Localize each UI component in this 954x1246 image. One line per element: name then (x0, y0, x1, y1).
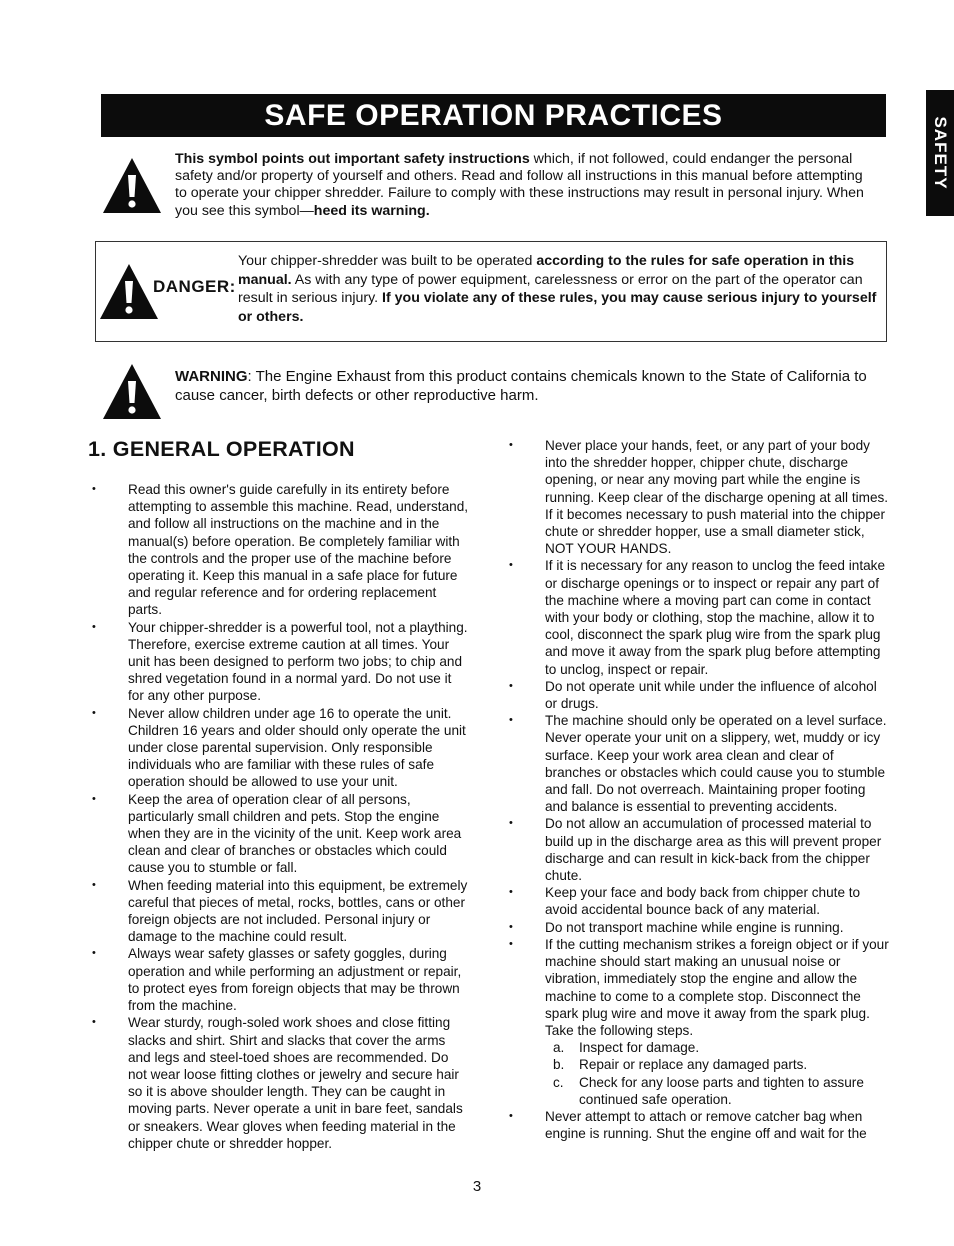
list-item: • Do not operate unit while under the influence of alcohol or drugs. (509, 678, 889, 712)
list-item: • Keep the area of operation clear of all persons, particularly small children and pets. Stop the engine when they are in the vicinity of the unit. Keep work area clean and clear of branches or obstacles which could cause you to stumble or fall. (92, 791, 470, 877)
warning-paragraph (175, 367, 895, 405)
danger-label: DANGER: (153, 277, 236, 296)
step-item (545, 1056, 889, 1073)
step-marker: c. (553, 1074, 564, 1090)
step-text: Check for any loose parts and tighten to assure continued safe operation. (579, 1074, 864, 1107)
intro-paragraph (175, 151, 875, 220)
step-marker: b. (553, 1057, 565, 1073)
side-tab-label: SAFETY (931, 116, 950, 190)
danger-alert-icon (98, 262, 160, 322)
intro-body: which, if not followed, could endanger the personal safety and/or property of yourself and others. Read and follow all instructions in this manual before attempting to operate your chipper shredder. Failure to comply with these instructions may result in personal injury. When you see this symbol— (175, 151, 864, 219)
safety-alert-icon (101, 155, 163, 217)
list-item: • The machine should only be operated on a level surface. Never operate your unit on a slippery, wet, muddy or icy surface. Keep your work area clean and clear of branches or obstacles which could cause you to stumble and fall. Do not overreach. Maintaining proper footing and balance is essential to preventing accidents. (509, 712, 889, 815)
danger-paragraph (238, 252, 883, 326)
list-item: • Do not allow an accumulation of processed material to build up in the discharge area as this will prevent proper discharge and can result in kick-back from the chipper chute. (509, 815, 889, 884)
list-item: • Read this owner's guide carefully in its entirety before attempting to assemble this machine. Read, understand, and follow all instructions on the machine and in the manual(s) before operation. Be completely familiar with the controls and the proper use of the machine before operating it. Keep this manual in a safe place for future and regular reference and for ordering replacement parts. (92, 481, 470, 619)
step-text: Inspect for damage. (579, 1040, 700, 1056)
list-item: • Never allow children under age 16 to operate the unit. Children 16 years and older should only operate the unit under close parental supervision. Only responsible individuals who are familiar with these rules of safe operation should be allowed to use your unit. (92, 705, 470, 791)
warning-body: : The Engine Exhaust from this product contains chemicals known to the State of California to cause cancer, birth defects or other reproductive harm. (175, 368, 867, 404)
danger-text-2: As with any type of power equipment, carelessness or error on the part of the operator can result in serious injury. (238, 271, 863, 306)
step-item (545, 1074, 889, 1108)
page-title (101, 94, 886, 137)
list-item: • Do not transport machine while engine is running. (509, 919, 889, 936)
list-item: • Keep your face and body back from chipper chute to avoid accidental bounce back of any material. (509, 884, 889, 918)
step-text: Repair or replace any damaged parts. (579, 1057, 808, 1073)
list-item (509, 936, 889, 1108)
danger-bold-1: according to the rules for safe operation in this manual. (238, 253, 855, 288)
list-item: • When feeding material into this equipment, be extremely careful that pieces of metal, rocks, bottles, cans or other foreign objects are not included. Personal injury or damage to the machine could result. (92, 877, 470, 946)
page-title-text: SAFE OPERATION PRACTICES (264, 98, 723, 132)
warning-label: WARNING (175, 368, 248, 385)
list-item-text: If the cutting mechanism strikes a foreign object or if your machine should start making an unusual noise or vibration, immediately stop the engine and allow the machine to come to a complete stop. Disconnect the spark plug wire and move it away from the spark plug. Take the following steps. (545, 936, 889, 1038)
left-column-list (92, 481, 470, 1152)
list-item: • Never place your hands, feet, or any part of your body into the shredder hopper, chipper chute, discharge opening, or near any moving part while the engine is running. Keep clear of the discharge opening at all times. If it becomes necessary to push material into the chipper chute or shredder hopper, use a small diameter stick, NOT YOUR HANDS. (509, 437, 889, 557)
list-item: • Wear sturdy, rough-soled work shoes and close fitting slacks and shirt. Shirt and slacks that cover the arms and legs and steel-toed shoes are recommended. Do not wear loose fitting clothes or jewelry and secure hair so it is above shoulder length. They can be caught in moving parts. Never operate a unit in bare feet, sandals or sneakers. Wear gloves when feeding material in the chipper chute or shredder hopper. (92, 1014, 470, 1152)
list-item: • Always wear safety glasses or safety goggles, during operation and while performing an adjustment or repair, to protect eyes from foreign objects that may be thrown from the machine. (92, 945, 470, 1014)
list-item: • If it is necessary for any reason to unclog the feed intake or discharge openings or to inspect or repair any part of the machine where a moving part can come in contact with your body or clothing, stop the machine, allow it to cool, disconnect the spark plug wire from the spark plug and move it away from the spark plug before attempting to unclog, inspect or repair. (509, 557, 889, 677)
danger-bold-2: If you violate any of these rules, you may cause serious injury to yourself or others. (238, 290, 877, 325)
page-number: 3 (472, 1178, 482, 1195)
warning-alert-icon (101, 362, 163, 422)
intro-bold-lead: This symbol points out important safety instructions (175, 151, 530, 167)
list-item: • Your chipper-shredder is a powerful tool, not a plaything. Therefore, exercise extreme caution at all times. Your unit has been designed to perform two jobs; to chip and shred vegetation found in a normal yard. Do not use it for any other purpose. (92, 619, 470, 705)
section-heading: 1. GENERAL OPERATION (88, 437, 355, 461)
step-marker: a. (553, 1040, 565, 1056)
danger-text-1: Your chipper-shredder was built to be operated (238, 253, 537, 269)
list-item: • Never attempt to attach or remove catcher bag when engine is running. Shut the engine off and wait for the (509, 1108, 889, 1142)
section-side-tab (926, 90, 954, 216)
steps-list (545, 1039, 889, 1108)
intro-bold-tail: heed its warning. (313, 202, 430, 219)
right-column-list (509, 437, 889, 1142)
step-item (545, 1039, 889, 1056)
